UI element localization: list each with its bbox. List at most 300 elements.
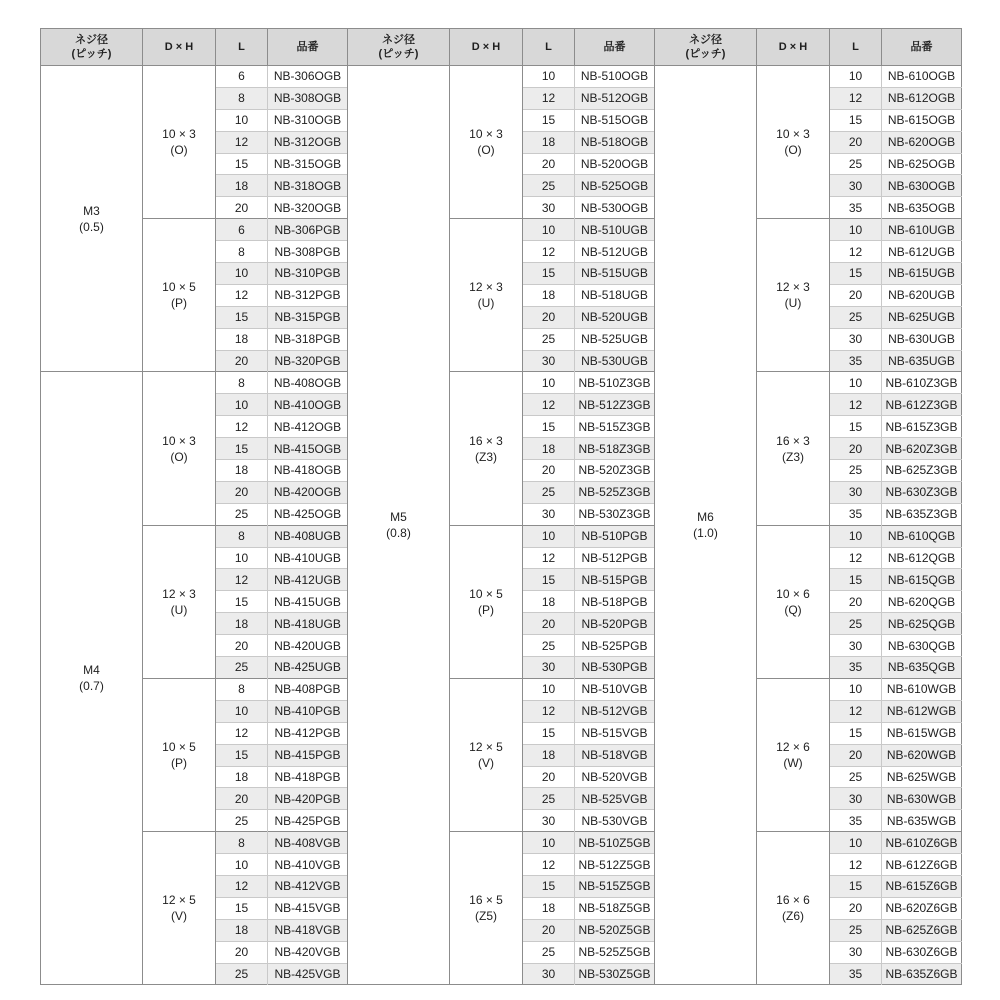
length-cell: 18 (216, 766, 268, 788)
length-cell: 25 (216, 503, 268, 525)
dxh-cell (450, 525, 523, 678)
part-number-cell: NB-530Z5GB (575, 963, 655, 985)
part-number-cell: NB-615OGB (882, 109, 962, 131)
pitch-label: (1.0) (693, 526, 718, 541)
column-header-dxh (450, 29, 523, 66)
dxh-code-label: (P) (171, 296, 187, 311)
part-number-cell: NB-635WGB (882, 810, 962, 832)
part-number-cell: NB-525UGB (575, 328, 655, 350)
part-number-cell: NB-415VGB (268, 897, 348, 919)
thread-size-label: M6 (697, 510, 714, 525)
part-number-cell: NB-530VGB (575, 810, 655, 832)
table-row (41, 525, 962, 547)
header-label: ネジ径 (382, 34, 415, 46)
pitch-label: (0.5) (79, 219, 104, 234)
part-number-cell: NB-635QGB (882, 657, 962, 679)
part-number-cell: NB-412PGB (268, 722, 348, 744)
length-cell: 8 (216, 241, 268, 263)
part-number-cell: NB-610Z3GB (882, 372, 962, 394)
length-cell: 15 (216, 744, 268, 766)
length-cell: 10 (523, 525, 575, 547)
header-label: D × H (471, 41, 501, 53)
length-cell: 8 (216, 525, 268, 547)
part-number-cell: NB-635UGB (882, 350, 962, 372)
length-cell: 15 (216, 897, 268, 919)
part-number-cell: NB-610UGB (882, 219, 962, 241)
length-cell: 20 (216, 350, 268, 372)
part-number-cell: NB-412UGB (268, 569, 348, 591)
dxh-label: 10 × 5 (469, 586, 503, 601)
length-cell: 12 (830, 87, 882, 109)
length-cell: 10 (216, 700, 268, 722)
part-number-cell: NB-630Z6GB (882, 941, 962, 963)
dxh-code-label: (O) (170, 143, 188, 158)
part-number-cell: NB-630QGB (882, 635, 962, 657)
length-cell: 10 (523, 66, 575, 88)
dxh-label: 10 × 3 (162, 433, 196, 448)
part-number-cell: NB-418UGB (268, 613, 348, 635)
part-number-cell: NB-612Z3GB (882, 394, 962, 416)
part-number-cell: NB-415PGB (268, 744, 348, 766)
dxh-code-label: (Z6) (782, 909, 804, 924)
dxh-code-label: (O) (784, 143, 802, 158)
header-row (41, 29, 962, 66)
part-number-cell: NB-620Z6GB (882, 897, 962, 919)
length-cell: 25 (523, 328, 575, 350)
part-number-cell: NB-510PGB (575, 525, 655, 547)
column-header-part-number (268, 29, 348, 66)
length-cell: 25 (216, 657, 268, 679)
part-number-cell: NB-515OGB (575, 109, 655, 131)
dxh-label: 12 × 6 (776, 740, 810, 755)
length-cell: 20 (830, 591, 882, 613)
length-cell: 35 (830, 963, 882, 985)
dxh-label: 12 × 3 (469, 280, 503, 295)
length-cell: 8 (216, 832, 268, 854)
part-number-cell: NB-518Z3GB (575, 438, 655, 460)
length-cell: 10 (830, 525, 882, 547)
header-label: ネジ径 (75, 34, 108, 46)
part-number-cell: NB-410PGB (268, 700, 348, 722)
part-number-cell: NB-525OGB (575, 175, 655, 197)
part-number-cell: NB-412VGB (268, 875, 348, 897)
part-number-cell: NB-518OGB (575, 131, 655, 153)
column-header-dxh (757, 29, 830, 66)
column-header-thread-size (348, 29, 450, 66)
dxh-label: 12 × 3 (776, 280, 810, 295)
part-number-cell: NB-518UGB (575, 284, 655, 306)
length-cell: 18 (523, 284, 575, 306)
dxh-cell (450, 372, 523, 525)
part-number-cell: NB-408VGB (268, 832, 348, 854)
length-cell: 12 (523, 854, 575, 876)
dxh-label: 12 × 5 (162, 893, 196, 908)
table-row (41, 832, 962, 854)
length-cell: 12 (830, 241, 882, 263)
dxh-label: 16 × 3 (469, 433, 503, 448)
length-cell: 20 (216, 635, 268, 657)
part-number-cell: NB-512VGB (575, 700, 655, 722)
length-cell: 30 (523, 810, 575, 832)
column-header-thread-size (41, 29, 143, 66)
part-number-cell: NB-510Z3GB (575, 372, 655, 394)
length-cell: 8 (216, 372, 268, 394)
length-cell: 12 (216, 875, 268, 897)
length-cell: 15 (830, 263, 882, 285)
length-cell: 15 (830, 875, 882, 897)
part-number-cell: NB-630OGB (882, 175, 962, 197)
dxh-cell (143, 372, 216, 525)
part-number-cell: NB-635OGB (882, 197, 962, 219)
part-number-cell: NB-612WGB (882, 700, 962, 722)
part-number-cell: NB-625QGB (882, 613, 962, 635)
part-number-cell: NB-420VGB (268, 941, 348, 963)
part-number-cell: NB-306PGB (268, 219, 348, 241)
length-cell: 18 (216, 175, 268, 197)
part-number-cell: NB-620OGB (882, 131, 962, 153)
part-number-cell: NB-512OGB (575, 87, 655, 109)
length-cell: 20 (830, 897, 882, 919)
length-cell: 20 (830, 744, 882, 766)
header-label: D × H (778, 41, 808, 53)
dxh-cell (450, 66, 523, 219)
dxh-cell (757, 832, 830, 985)
part-number-cell: NB-510OGB (575, 66, 655, 88)
length-cell: 12 (830, 854, 882, 876)
part-number-cell: NB-620UGB (882, 284, 962, 306)
length-cell: 10 (830, 372, 882, 394)
part-number-cell: NB-408OGB (268, 372, 348, 394)
dxh-cell (757, 372, 830, 525)
dxh-label: 10 × 5 (162, 280, 196, 295)
part-number-cell: NB-418OGB (268, 460, 348, 482)
dxh-cell (757, 219, 830, 372)
length-cell: 10 (830, 678, 882, 700)
parts-table-header (41, 29, 962, 66)
length-cell: 35 (830, 503, 882, 525)
length-cell: 20 (523, 919, 575, 941)
length-cell: 18 (523, 131, 575, 153)
header-label: 品番 (603, 41, 626, 53)
length-cell: 15 (830, 416, 882, 438)
header-sub-label: (ピッチ) (378, 48, 419, 60)
length-cell: 12 (523, 394, 575, 416)
length-cell: 15 (830, 722, 882, 744)
part-number-cell: NB-625UGB (882, 306, 962, 328)
part-number-cell: NB-525PGB (575, 635, 655, 657)
thread-size-cell (41, 372, 143, 985)
part-number-cell: NB-630Z3GB (882, 481, 962, 503)
parts-table (40, 28, 962, 985)
part-number-cell: NB-315OGB (268, 153, 348, 175)
part-number-cell: NB-620QGB (882, 591, 962, 613)
part-number-cell: NB-420UGB (268, 635, 348, 657)
part-number-cell: NB-615QGB (882, 569, 962, 591)
part-number-cell: NB-518VGB (575, 744, 655, 766)
length-cell: 15 (830, 569, 882, 591)
header-sub-label: (ピッチ) (71, 48, 112, 60)
dxh-cell (757, 66, 830, 219)
part-number-cell: NB-512Z3GB (575, 394, 655, 416)
thread-size-cell (655, 66, 757, 985)
length-cell: 25 (830, 306, 882, 328)
length-cell: 12 (216, 569, 268, 591)
length-cell: 25 (523, 175, 575, 197)
length-cell: 18 (523, 897, 575, 919)
length-cell: 25 (830, 766, 882, 788)
part-number-cell: NB-612Z6GB (882, 854, 962, 876)
part-number-cell: NB-518Z5GB (575, 897, 655, 919)
dxh-code-label: (Z5) (475, 909, 497, 924)
part-number-cell: NB-615Z3GB (882, 416, 962, 438)
part-number-cell: NB-615UGB (882, 263, 962, 285)
column-header-dxh (143, 29, 216, 66)
length-cell: 15 (523, 416, 575, 438)
length-cell: 30 (830, 175, 882, 197)
length-cell: 20 (523, 153, 575, 175)
part-number-cell: NB-625OGB (882, 153, 962, 175)
part-number-cell: NB-312PGB (268, 284, 348, 306)
length-cell: 10 (216, 263, 268, 285)
part-number-cell: NB-425VGB (268, 963, 348, 985)
part-number-cell: NB-635Z3GB (882, 503, 962, 525)
column-header-thread-size (655, 29, 757, 66)
part-number-cell: NB-320OGB (268, 197, 348, 219)
dxh-label: 10 × 3 (469, 127, 503, 142)
part-number-cell: NB-515UGB (575, 263, 655, 285)
length-cell: 20 (830, 438, 882, 460)
part-number-cell: NB-512UGB (575, 241, 655, 263)
part-number-cell: NB-415OGB (268, 438, 348, 460)
length-cell: 30 (830, 788, 882, 810)
part-number-cell: NB-520VGB (575, 766, 655, 788)
dxh-cell (757, 525, 830, 678)
part-number-cell: NB-425UGB (268, 657, 348, 679)
part-number-cell: NB-425OGB (268, 503, 348, 525)
dxh-label: 16 × 6 (776, 893, 810, 908)
part-number-cell: NB-310OGB (268, 109, 348, 131)
length-cell: 12 (523, 241, 575, 263)
length-cell: 10 (523, 832, 575, 854)
length-cell: 6 (216, 66, 268, 88)
part-number-cell: NB-610WGB (882, 678, 962, 700)
column-header-length (523, 29, 575, 66)
length-cell: 30 (830, 481, 882, 503)
part-number-cell: NB-625Z3GB (882, 460, 962, 482)
length-cell: 25 (216, 810, 268, 832)
part-number-cell: NB-306OGB (268, 66, 348, 88)
length-cell: 12 (830, 547, 882, 569)
thread-size-label: M3 (83, 203, 100, 218)
part-number-cell: NB-610OGB (882, 66, 962, 88)
part-number-cell: NB-310PGB (268, 263, 348, 285)
part-number-cell: NB-320PGB (268, 350, 348, 372)
length-cell: 18 (216, 460, 268, 482)
part-number-cell: NB-510VGB (575, 678, 655, 700)
length-cell: 25 (830, 613, 882, 635)
length-cell: 10 (523, 219, 575, 241)
length-cell: 30 (523, 963, 575, 985)
part-number-cell: NB-625WGB (882, 766, 962, 788)
length-cell: 15 (523, 722, 575, 744)
part-number-cell: NB-612OGB (882, 87, 962, 109)
header-label: L (852, 41, 859, 53)
dxh-cell (143, 66, 216, 219)
length-cell: 25 (523, 635, 575, 657)
header-label: D × H (164, 41, 194, 53)
dxh-label: 10 × 3 (776, 127, 810, 142)
length-cell: 10 (216, 547, 268, 569)
part-number-cell: NB-425PGB (268, 810, 348, 832)
length-cell: 10 (216, 854, 268, 876)
part-number-cell: NB-520Z3GB (575, 460, 655, 482)
part-number-cell: NB-510UGB (575, 219, 655, 241)
length-cell: 12 (216, 722, 268, 744)
part-number-cell: NB-418PGB (268, 766, 348, 788)
length-cell: 30 (523, 197, 575, 219)
length-cell: 30 (523, 657, 575, 679)
part-number-cell: NB-318PGB (268, 328, 348, 350)
part-number-cell: NB-412OGB (268, 416, 348, 438)
length-cell: 35 (830, 197, 882, 219)
part-number-cell: NB-515Z3GB (575, 416, 655, 438)
thread-size-cell (41, 66, 143, 372)
length-cell: 10 (830, 832, 882, 854)
part-number-cell: NB-530OGB (575, 197, 655, 219)
length-cell: 10 (216, 109, 268, 131)
part-number-cell: NB-612UGB (882, 241, 962, 263)
length-cell: 12 (523, 700, 575, 722)
dxh-code-label: (U) (170, 602, 188, 617)
dxh-code-label: (O) (477, 143, 495, 158)
parts-table-body (41, 66, 962, 985)
length-cell: 20 (216, 941, 268, 963)
part-number-cell: NB-415UGB (268, 591, 348, 613)
part-number-cell: NB-615Z6GB (882, 875, 962, 897)
dxh-cell (450, 219, 523, 372)
length-cell: 20 (216, 197, 268, 219)
length-cell: 35 (830, 350, 882, 372)
length-cell: 15 (216, 438, 268, 460)
length-cell: 10 (830, 66, 882, 88)
column-header-part-number (575, 29, 655, 66)
part-number-cell: NB-408PGB (268, 678, 348, 700)
length-cell: 8 (216, 678, 268, 700)
length-cell: 15 (216, 591, 268, 613)
thread-size-label: M5 (390, 510, 407, 525)
part-number-cell: NB-525VGB (575, 788, 655, 810)
length-cell: 25 (523, 481, 575, 503)
dxh-cell (450, 832, 523, 985)
part-number-cell: NB-610Z6GB (882, 832, 962, 854)
part-number-cell: NB-635Z6GB (882, 963, 962, 985)
length-cell: 15 (216, 306, 268, 328)
dxh-code-label: (V) (478, 756, 494, 771)
dxh-code-label: (V) (171, 909, 187, 924)
table-row (41, 219, 962, 241)
length-cell: 20 (523, 613, 575, 635)
length-cell: 18 (523, 591, 575, 613)
part-number-cell: NB-625Z6GB (882, 919, 962, 941)
part-number-cell: NB-520PGB (575, 613, 655, 635)
part-number-cell: NB-318OGB (268, 175, 348, 197)
dxh-label: 10 × 3 (162, 127, 196, 142)
length-cell: 18 (216, 328, 268, 350)
length-cell: 12 (830, 394, 882, 416)
part-number-cell: NB-308OGB (268, 87, 348, 109)
header-label: 品番 (296, 41, 319, 53)
table-row (41, 678, 962, 700)
length-cell: 20 (830, 131, 882, 153)
dxh-label: 16 × 3 (776, 433, 810, 448)
part-number-cell: NB-525Z5GB (575, 941, 655, 963)
part-number-cell: NB-410VGB (268, 854, 348, 876)
parts-catalog-table-wrap (40, 28, 962, 985)
length-cell: 10 (216, 394, 268, 416)
length-cell: 35 (830, 657, 882, 679)
length-cell: 25 (523, 941, 575, 963)
part-number-cell: NB-512Z5GB (575, 854, 655, 876)
part-number-cell: NB-610QGB (882, 525, 962, 547)
length-cell: 6 (216, 219, 268, 241)
dxh-label: 12 × 3 (162, 586, 196, 601)
length-cell: 25 (830, 460, 882, 482)
length-cell: 30 (830, 635, 882, 657)
dxh-label: 12 × 5 (469, 740, 503, 755)
part-number-cell: NB-525Z3GB (575, 481, 655, 503)
part-number-cell: NB-515VGB (575, 722, 655, 744)
table-row (41, 66, 962, 88)
header-label: L (545, 41, 552, 53)
length-cell: 30 (830, 941, 882, 963)
dxh-code-label: (W) (783, 756, 803, 771)
length-cell: 35 (830, 810, 882, 832)
length-cell: 25 (523, 788, 575, 810)
column-header-part-number (882, 29, 962, 66)
length-cell: 12 (523, 547, 575, 569)
length-cell: 8 (216, 87, 268, 109)
part-number-cell: NB-510Z5GB (575, 832, 655, 854)
part-number-cell: NB-410UGB (268, 547, 348, 569)
dxh-code-label: (Z3) (782, 449, 804, 464)
length-cell: 12 (216, 131, 268, 153)
part-number-cell: NB-308PGB (268, 241, 348, 263)
length-cell: 20 (523, 766, 575, 788)
dxh-cell (143, 832, 216, 985)
length-cell: 30 (523, 503, 575, 525)
part-number-cell: NB-420OGB (268, 481, 348, 503)
part-number-cell: NB-518PGB (575, 591, 655, 613)
thread-size-cell (348, 66, 450, 985)
dxh-cell (757, 678, 830, 831)
length-cell: 12 (216, 416, 268, 438)
part-number-cell: NB-520OGB (575, 153, 655, 175)
part-number-cell: NB-315PGB (268, 306, 348, 328)
part-number-cell: NB-520UGB (575, 306, 655, 328)
length-cell: 10 (523, 678, 575, 700)
pitch-label: (0.8) (386, 526, 411, 541)
part-number-cell: NB-615WGB (882, 722, 962, 744)
length-cell: 20 (523, 460, 575, 482)
dxh-code-label: (P) (478, 602, 494, 617)
length-cell: 20 (523, 306, 575, 328)
part-number-cell: NB-512PGB (575, 547, 655, 569)
length-cell: 18 (216, 613, 268, 635)
part-number-cell: NB-530UGB (575, 350, 655, 372)
length-cell: 15 (830, 109, 882, 131)
length-cell: 10 (830, 219, 882, 241)
header-sub-label: (ピッチ) (685, 48, 726, 60)
